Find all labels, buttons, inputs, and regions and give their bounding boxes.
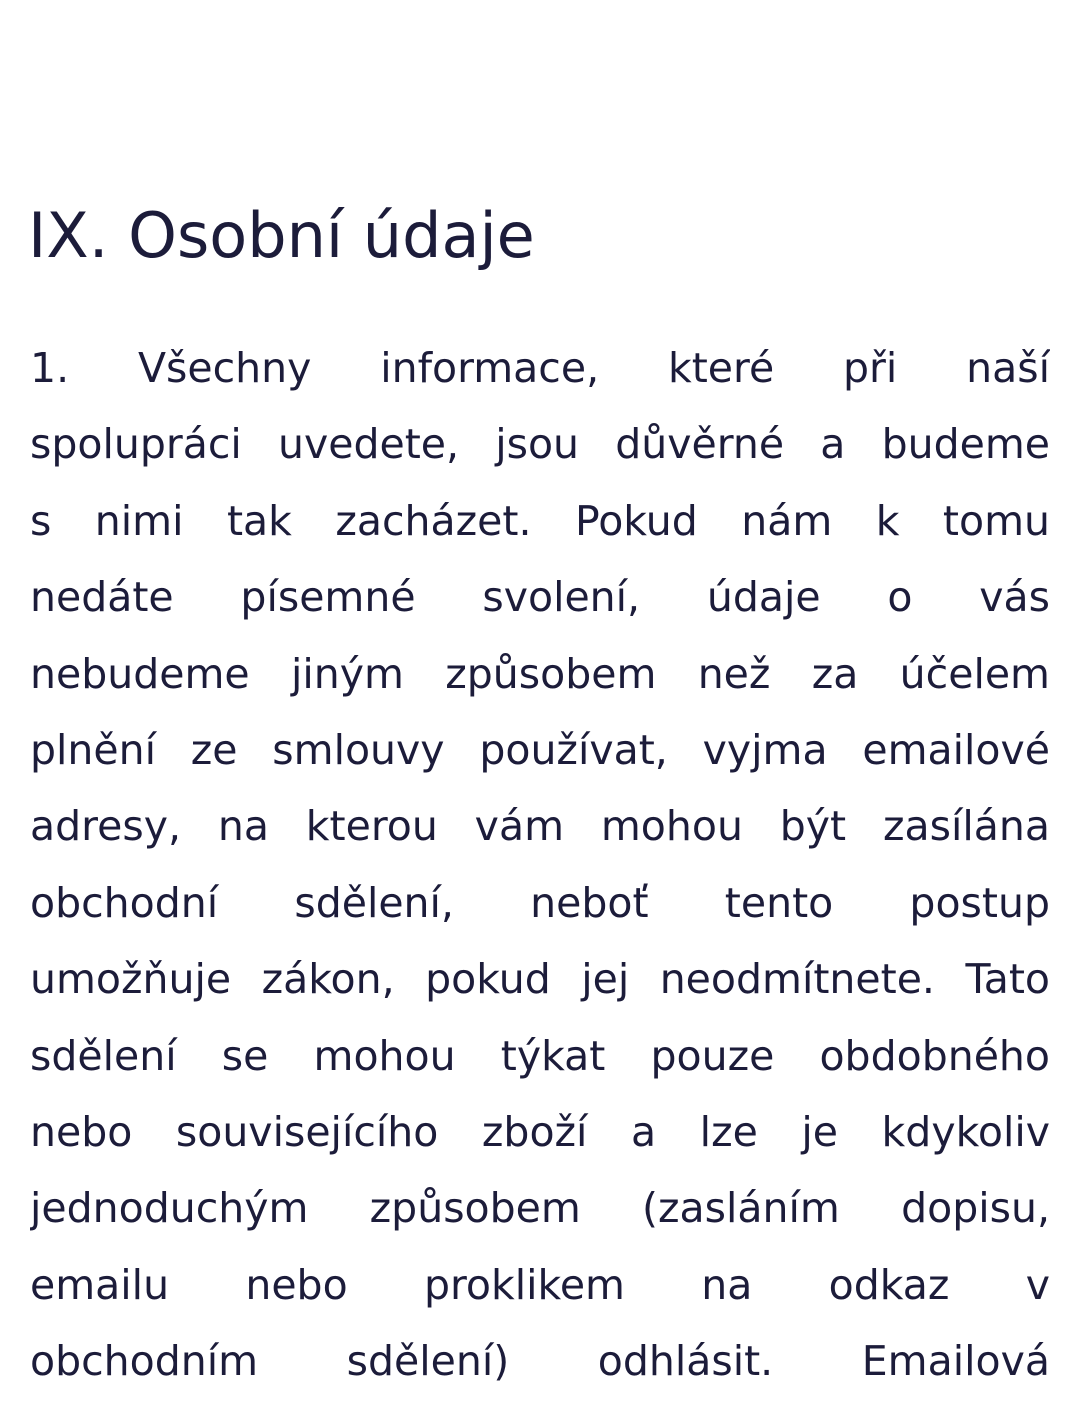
paragraph-line: obchodním sdělení) odhlásit. Emailová [30,1337,1050,1386]
paragraph-line: nedáte písemné svolení, údaje o vás [30,573,1050,622]
paragraph-line: nebudeme jiným způsobem než za účelem [30,649,1050,698]
paragraph-1 [30,330,1050,1399]
paragraph-line: umožňuje zákon, pokud jej neodmítnete. Tato [30,955,1050,1004]
paragraph-line: s nimi tak zacházet. Pokud nám k tomu [30,496,1050,545]
paragraph-line: jednoduchým způsobem (zasláním dopisu, [30,1184,1050,1233]
paragraph-line: 1. Všechny informace, které při naší [30,344,1050,392]
paragraph-line: nebo souvisejícího zboží a lze je kdykoliv [30,1107,1050,1156]
paragraph-line: plnění ze smlouvy používat, vyjma emailové [30,725,1050,774]
paragraph-line: obchodní sdělení, neboť tento postup [30,878,1050,927]
paragraph-line: spolupráci uvedete, jsou důvěrné a budeme [30,420,1050,469]
section-title: IX. Osobní údaje [28,199,535,272]
paragraph-line: emailu nebo proklikem na odkaz v [30,1260,1050,1309]
paragraph-line: sdělení se mohou týkat pouze obdobného [30,1031,1050,1080]
paragraph-line: adresy, na kterou vám mohou být zasílána [30,802,1050,851]
